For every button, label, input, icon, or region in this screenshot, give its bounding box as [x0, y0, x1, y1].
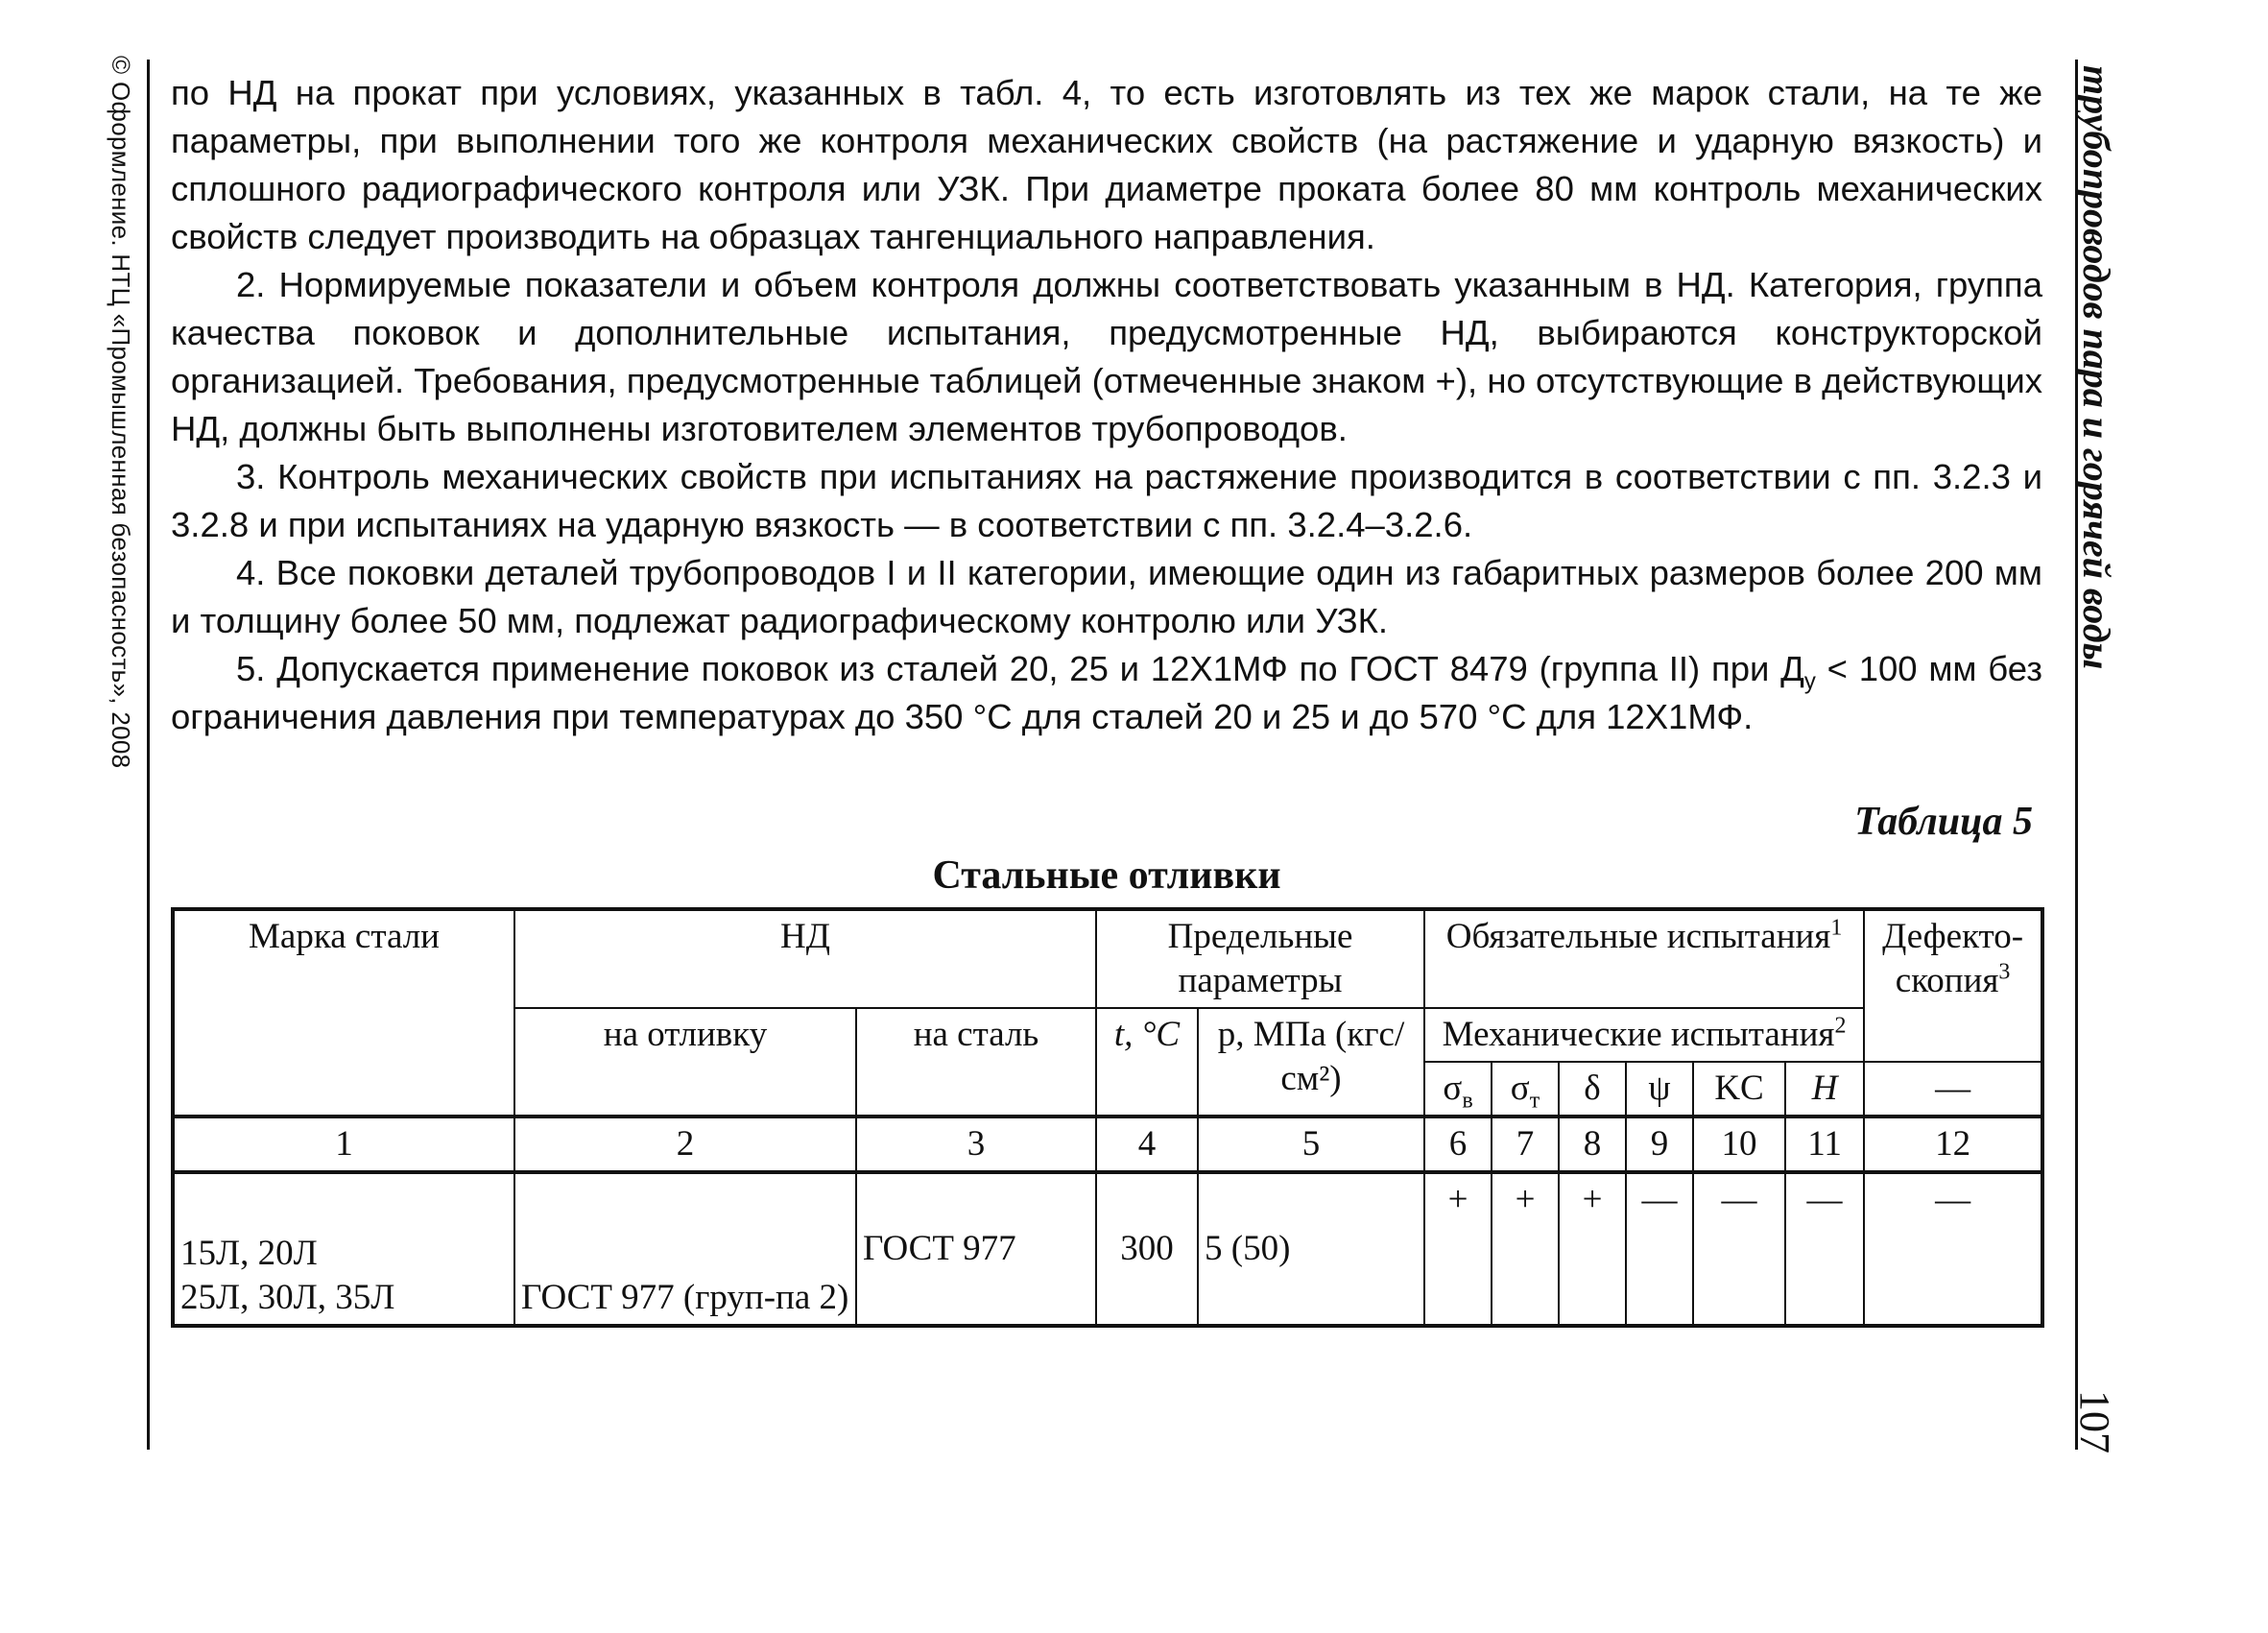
symbol: σ — [1510, 1069, 1530, 1108]
symbol: σ — [1443, 1069, 1463, 1108]
header-defect-label: Дефекто-скопия — [1882, 917, 2024, 1000]
header-nd-steel: на сталь — [856, 1008, 1096, 1117]
cell-mark: + — [1492, 1172, 1559, 1326]
header-tests — [1424, 909, 1864, 1008]
header-tests-label: Обязательные испытания — [1445, 917, 1831, 956]
column-number: 12 — [1864, 1117, 2042, 1172]
symbol-sigma-b — [1424, 1062, 1492, 1117]
header-nd-cast: на отливку — [514, 1008, 856, 1117]
subscript: у — [1803, 668, 1816, 695]
cell-nd-steel: ГОСТ 977 — [856, 1172, 1096, 1326]
marka-line: 15Л, 20Л — [180, 1234, 318, 1273]
cell-mark: — — [1693, 1172, 1785, 1326]
column-number: 3 — [856, 1117, 1096, 1172]
column-number: 10 — [1693, 1117, 1785, 1172]
cell-mark: + — [1424, 1172, 1492, 1326]
subscript: т — [1529, 1088, 1540, 1114]
subscript: в — [1462, 1088, 1473, 1114]
symbol-dash: — — [1864, 1062, 2042, 1117]
running-head: трубопроводов пара и горячей воды — [2075, 65, 2118, 670]
column-number: 6 — [1424, 1117, 1492, 1172]
cell-mark: — — [1785, 1172, 1864, 1326]
paragraph: 4. Все поковки деталей трубопроводов I и II категории, имеющие один из габаритных размеров более 200 мм и толщину более 50 мм, подлежат радиографическому контролю или УЗК. — [171, 553, 2042, 640]
header-pressure: p, МПа (кгс/см²) — [1198, 1008, 1424, 1117]
cell-marka — [173, 1172, 514, 1326]
symbol-delta: δ — [1559, 1062, 1626, 1117]
paragraph: по НД на прокат при условиях, указанных в табл. 4, то есть изготовлять из тех же марок стали, на те же параметры, при выполнении того же контроля механических свойств (на растяжение и ударную вязкость) и сплошного радиографического контроля или УЗК. При диаметре проката более 80 мм контроль механических свойств следует производить на образцах тангенциального направления. — [171, 73, 2042, 256]
cell-mark: + — [1559, 1172, 1626, 1326]
table-row — [173, 1172, 2042, 1326]
column-number: 7 — [1492, 1117, 1559, 1172]
symbol-psi: ψ — [1626, 1062, 1693, 1117]
footnote-mark: 2 — [1834, 1013, 1847, 1039]
cell-pressure: 5 (50) — [1198, 1172, 1424, 1326]
steel-castings-table — [171, 907, 2044, 1328]
cell-mark: — — [1864, 1172, 2042, 1326]
header-mech-label: Механические испытания — [1442, 1015, 1835, 1054]
header-nd: НД — [514, 909, 1096, 1008]
footnote-mark: 3 — [1998, 959, 2011, 985]
header-marka: Марка стали — [173, 909, 514, 1117]
table-number: Таблица 5 — [1854, 800, 2033, 844]
column-number: 8 — [1559, 1117, 1626, 1172]
cell-temperature: 300 — [1096, 1172, 1198, 1326]
body-text — [171, 69, 2042, 741]
paragraph — [171, 645, 2042, 741]
paragraph: 3. Контроль механических свойств при испытаниях на растяжение производится в соответствии с пп. 3.2.3 и 3.2.8 и при испытаниях на ударную вязкость — в соответствии с пп. 3.2.4–3.2.6. — [171, 457, 2042, 544]
table-header-row — [173, 909, 2042, 1008]
column-number: 9 — [1626, 1117, 1693, 1172]
header-params: Предельные параметры — [1096, 909, 1424, 1008]
column-number: 4 — [1096, 1117, 1198, 1172]
column-number-row — [173, 1117, 2042, 1172]
column-number: 5 — [1198, 1117, 1424, 1172]
symbol-sigma-t — [1492, 1062, 1559, 1117]
header-mech — [1424, 1008, 1864, 1062]
symbol-h: H — [1785, 1062, 1864, 1117]
cell-nd-cast: ГОСТ 977 (груп-па 2) — [514, 1172, 856, 1326]
footnote-mark: 1 — [1830, 915, 1843, 941]
header-temperature: t, °С — [1096, 1008, 1198, 1117]
table-title: Стальные отливки — [932, 853, 1281, 898]
cell-mark: — — [1626, 1172, 1693, 1326]
header-defect — [1864, 909, 2042, 1062]
marka-line: 25Л, 30Л, 35Л — [180, 1278, 395, 1317]
column-number: 2 — [514, 1117, 856, 1172]
copyright-sidebar: © Оформление. НТЦ «Промышленная безопасность», 2008 — [107, 56, 135, 769]
paragraph-part: 5. Допускается применение поковок из сталей 20, 25 и 12Х1МФ по ГОСТ 8479 (группа II) при Д — [236, 649, 1804, 688]
left-margin-rule — [147, 60, 150, 1450]
column-number: 1 — [173, 1117, 514, 1172]
column-number: 11 — [1785, 1117, 1864, 1172]
paragraph: 2. Нормируемые показатели и объем контроля должны соответствовать указанным в НД. Категория, группа качества поковок и дополнительные испытания, предусмотренные НД, выбираются конструкторской организацией. Требования, предусмотренные таблицей (отмеченные знаком +), но отсутствующие в действующих НД, должны быть выполнены изготовителем элементов трубопроводов. — [171, 265, 2042, 448]
paragraph-part: < 100 мм без ограничения давления при температурах до 350 °С для сталей 20 и 25 и до 570 °С для 12Х1МФ. — [171, 649, 2042, 736]
symbol-kc: KC — [1693, 1062, 1785, 1117]
page-number: 107 — [2071, 1390, 2118, 1453]
